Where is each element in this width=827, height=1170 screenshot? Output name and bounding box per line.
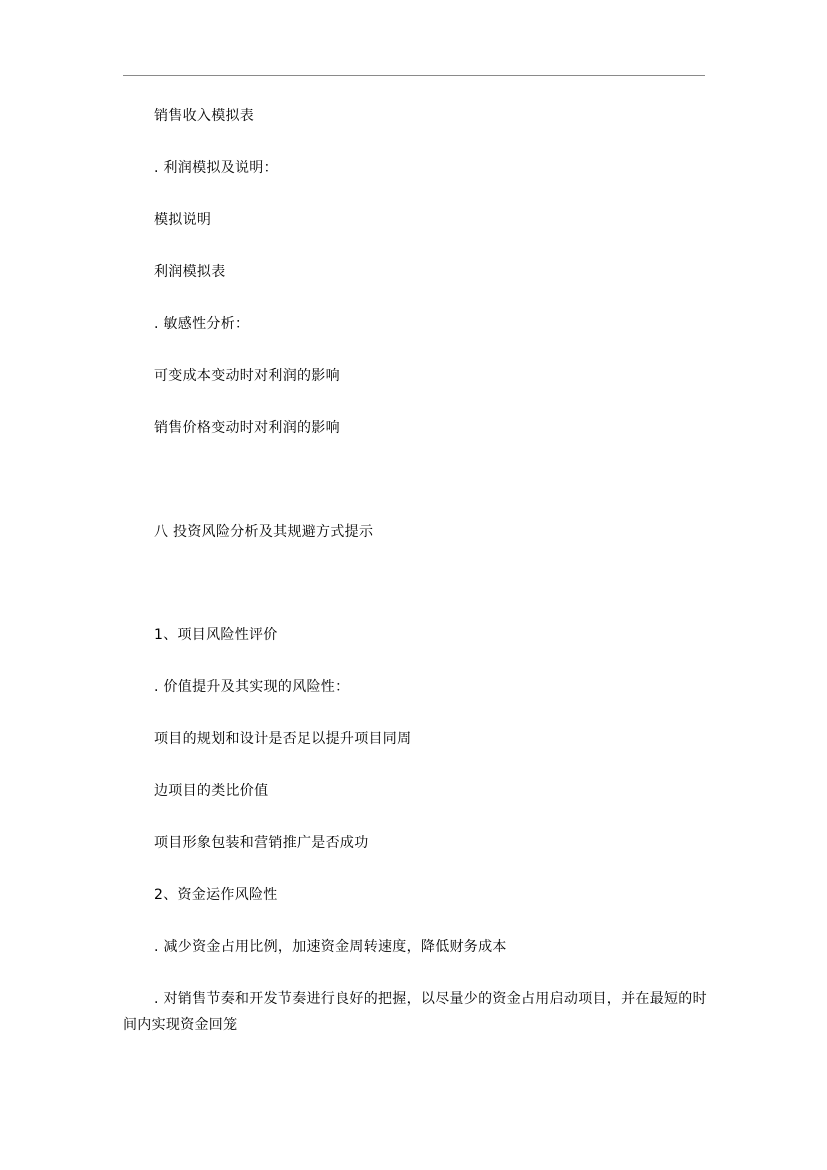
text-line-sensitivity-analysis: . 敏感性分析： <box>154 316 250 332</box>
subsection-heading-capital-risk: 2、资金运作风险性 <box>154 887 278 903</box>
text-line-profit-simulation: . 利润模拟及说明： <box>154 160 278 176</box>
header-rule <box>123 75 705 76</box>
text-line-value-risk: . 价值提升及其实现的风险性： <box>154 679 350 695</box>
text-line-image-marketing: 项目形象包装和营销推广是否成功 <box>154 835 369 851</box>
subsection-heading-project-risk: 1、项目风险性评价 <box>154 627 278 643</box>
text-line-simulation-notes: 模拟说明 <box>154 212 212 228</box>
text-line-reduce-capital: . 减少资金占用比例，加速资金周转速度，降低财务成本 <box>154 939 507 955</box>
section-heading-investment-risk: 八 投资风险分析及其规避方式提示 <box>154 524 374 540</box>
text-line-sales-revenue-table: 销售收入模拟表 <box>154 108 255 124</box>
text-line-price-impact: 销售价格变动时对利润的影响 <box>154 420 340 436</box>
text-line-planning-design: 项目的规划和设计是否足以提升项目同周 <box>154 731 412 747</box>
paragraph-sales-development-pace: . 对销售节奏和开发节奏进行良好的把握，以尽量少的资金占用启动项目，并在最短的时间内实现资金回笼 <box>123 991 707 1033</box>
text-line-variable-cost-impact: 可变成本变动时对利润的影响 <box>154 368 340 384</box>
text-line-profit-table: 利润模拟表 <box>154 264 226 280</box>
text-line-comparable-value: 边项目的类比价值 <box>154 783 269 799</box>
